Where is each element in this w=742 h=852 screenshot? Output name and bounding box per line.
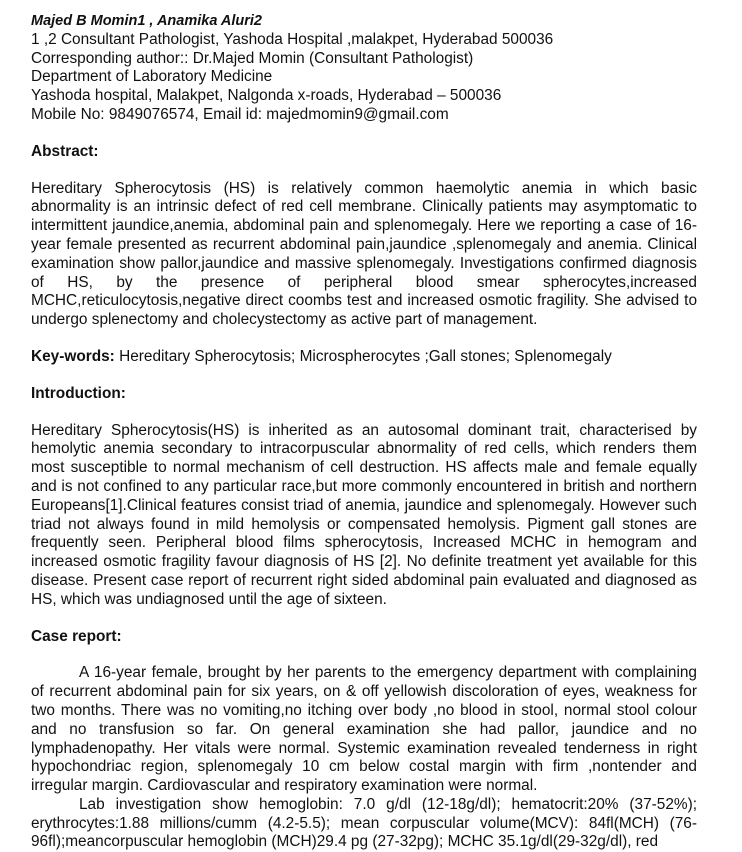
abstract-heading: Abstract: <box>31 142 99 160</box>
case-report-heading: Case report: <box>31 627 122 645</box>
affiliation-line-1: 1 ,2 Consultant Pathologist, Yashoda Hospital ,malakpet, Hyderabad 500036 <box>31 30 554 48</box>
paper-page <box>31 12 697 852</box>
keywords-text: Hereditary Spherocytosis; Microspherocytes ;Gall stones; Splenomegaly <box>114 347 612 365</box>
corresponding-author-line: Corresponding author:: Dr.Majed Momin (Consultant Pathologist) <box>31 49 474 67</box>
author-line: Majed B Momin1 , Anamika Aluri2 <box>31 13 262 29</box>
keywords-line <box>31 348 697 367</box>
department-line: Department of Laboratory Medicine <box>31 68 273 86</box>
keywords-label: Key-words: <box>31 347 115 365</box>
case-report-paragraph-1: A 16-year female, brought by her parents to the emergency department with complaining of recurrent abdominal pain for six years, on & off yellowish discoloration of eyes, weakness for two months. There was no vomiting,no itching over body ,no blood in stool, normal stool colour and no transfusion so far. On general examination she had pallor, jaundice and no lymphadenopathy. Her vitals were normal. Systemic examination revealed tenderness in right hypochondriac region, splenomegaly 10 cm below costal margin with firm ,nontender and irregular margin. Cardiovascular and respiratory examination were normal. <box>31 664 697 795</box>
introduction-heading: Introduction: <box>31 384 126 402</box>
abstract-text: Hereditary Spherocytosis (HS) is relatively common haemolytic anemia in which basic abnormality is an intrinsic defect of red cell membrane. Clinically patients may asymptomatic to intermittent jaundice,anemia, abdominal pain and splenomegaly. Here we reporting a case of 16-year female presented as recurrent abdominal pain,jaundice ,splenomegaly and anemia. Clinical examination show pallor,jaundice and massive splenomegaly. Investigations confirmed diagnosis of HS, by the presence of peripheral blood smear spherocytes,increased MCHC,reticulocytosis,negative direct coombs test and increased osmotic fragility. She advised to undergo splenectomy and cholecystectomy as active part of management. <box>31 179 697 329</box>
address-line: Yashoda hospital, Malakpet, Nalgonda x-roads, Hyderabad – 500036 <box>31 87 502 105</box>
introduction-text: Hereditary Spherocytosis(HS) is inherited as an autosomal dominant trait, characterised by hemolytic anemia secondary to intracorpuscular abnormality of red cells, which renders them most susceptible to normal mechanism of cell destruction. HS affects male and female equally and is not confined to any particular race,but more commonly encountered in british and northern Europeans[1].Clinical features consist triad of anemia, jaundice and splenomegaly. However such triad not always found in mild hemolysis or compensated hemolysis. Pigment gall stones are frequently seen. Peripheral blood films spherocytosis, Increased MCHC in hemogram and increased osmotic fragility favour diagnosis of HS [2]. No definite treatment yet available for this disease. Present case report of recurrent right sided abdominal pain evaluated and diagnosed as HS, which was undiagnosed until the age of sixteen. <box>31 421 697 608</box>
case-report-paragraph-2: Lab investigation show hemoglobin: 7.0 g/dl (12-18g/dl); hematocrit:20% (37-52%); erythrocytes:1.88 millions/cumm (4.2-5.5); mean corpuscular volume(MCV): 84fl(MCH) (76-96fl);meancorpuscular hemoglobin (MCH)29.4 pg (27-32pg); MCHC 35.1g/dl(29-32g/dl), red <box>31 795 697 851</box>
contact-line: Mobile No: 9849076574, Email id: majedmomin9@gmail.com <box>31 105 449 123</box>
